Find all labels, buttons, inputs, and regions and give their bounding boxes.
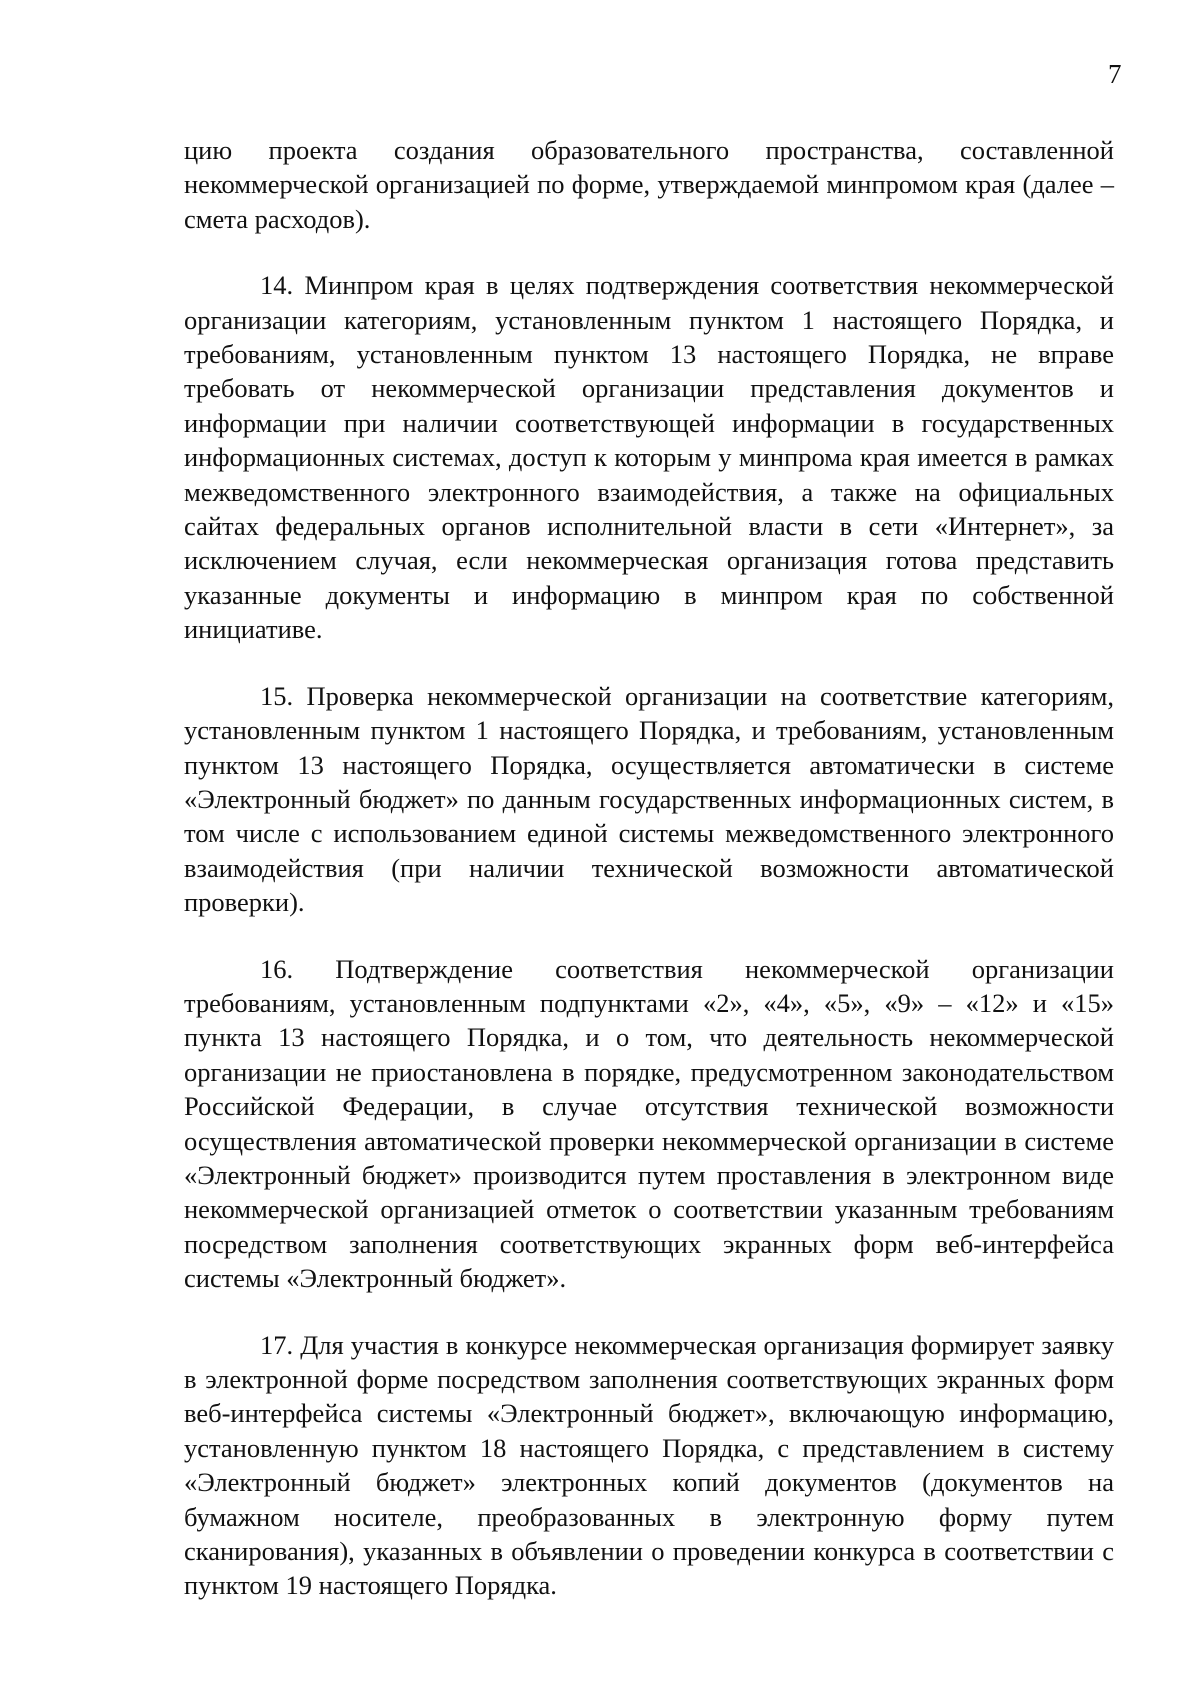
paragraph-continuation: цию проекта создания образовательного пространства, составленной некоммерческой организацией по форме, утверждаемой минпромом края (далее – смета расходов). (184, 135, 1114, 234)
page-number: 7 (1108, 59, 1122, 89)
paragraph-16: 16. Подтверждение соответствия некоммерческой организации требованиям, установленным подпунктами «2», «4», «5», «9» – «12» и «15» пункта 13 настоящего Порядка, и о том, что деятельность некоммерческой организации не приостановлена в порядке, предусмотренном законодательством Российской Федерации, в случае отсутствия технической возможности осуществления автоматической проверки некоммерческой организации в системе «Электронный бюджет» производится путем проставления в электронном виде некоммерческой организацией отметок о соответствии указанным требованиям посредством заполнения соответствующих экранных форм веб-интерфейса системы «Электронный бюджет». (184, 953, 1114, 1294)
paragraph-14: 14. Минпром края в целях подтверждения соответствия некоммерческой организации категориям, установленным пунктом 1 настоящего Порядка, и требованиям, установленным пунктом 13 настоящего Порядка, не вправе требовать от некоммерческой организации представления документов и информации при наличии соответствующей информации в государственных информационных системах, доступ к которым у минпрома края имеется в рамках межведомственного электронного взаимодействия, а также на официальных сайтах федеральных органов исполнительной власти в сети «Интернет», за исключением случая, если некоммерческая организация готова представить указанные документы и информацию в минпром края по собственной инициативе. (184, 270, 1114, 645)
paragraph-17: 17. Для участия в конкурсе некоммерческая организация формирует заявку в электронной форме посредством заполнения соответствующих экранных форм веб-интерфейса системы «Электронный бюджет», включающую информацию, установленную пунктом 18 настоящего Порядка, с представлением в систему «Электронный бюджет» электронных копий документов (документов на бумажном носителе, преобразованных в электронную форму путем сканирования), указанных в объявлении о проведении конкурса в соответствии с пунктом 19 настоящего Порядка. (184, 1329, 1114, 1601)
document-body (184, 133, 1114, 1603)
paragraph-15: 15. Проверка некоммерческой организации на соответствие категориям, установленным пунктом 1 настоящего Порядка, и требованиям, установленным пунктом 13 настоящего Порядка, осуществляется автоматически в системе «Электронный бюджет» по данным государственных информационных систем, в том числе с использованием единой системы межведомственного электронного взаимодействия (при наличии технической возможности автоматической проверки). (184, 680, 1114, 918)
